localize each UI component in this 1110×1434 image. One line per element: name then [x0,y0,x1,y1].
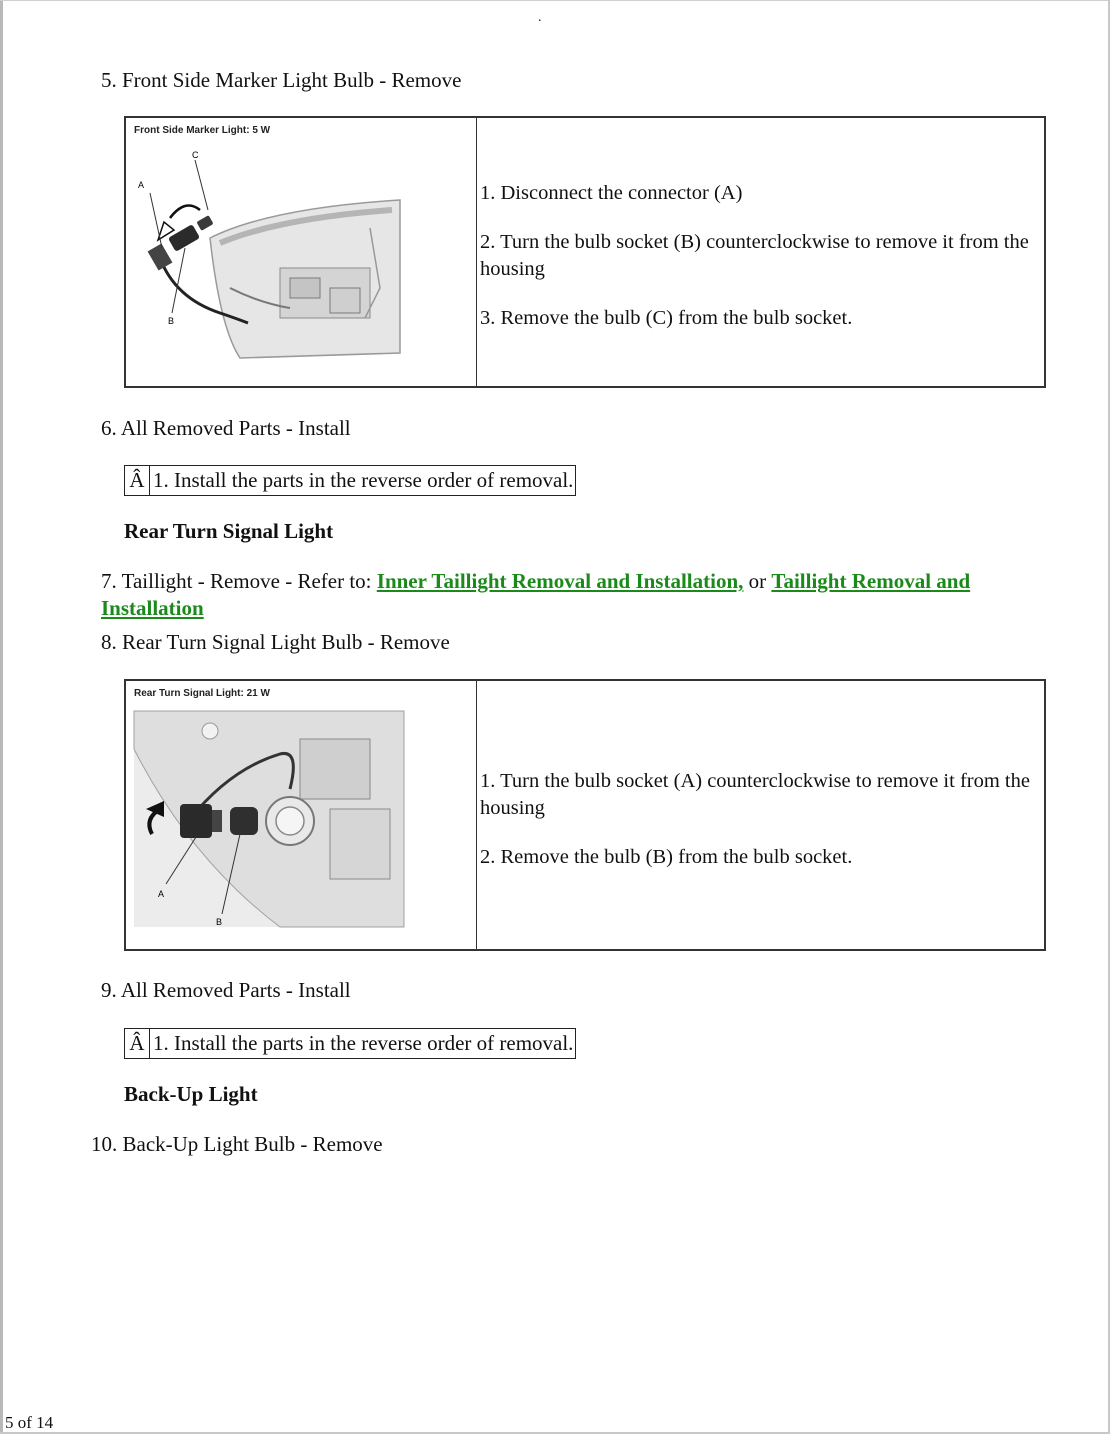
step-text: Front Side Marker Light Bulb - Remove [122,68,462,92]
step-number: 7. [101,569,117,593]
figure-cell [126,118,477,386]
step-text: All Removed Parts - Install [120,416,351,440]
section-heading-rear-turn-signal: Rear Turn Signal Light [124,519,334,543]
page-edge-top [0,0,1110,1]
callout-c: C [192,150,199,160]
note-text: 1. Install the parts in the reverse order of removal. [153,1031,574,1055]
section-heading-back-up-light: Back-Up Light [124,1082,258,1106]
instruction-3: 3. Remove the bulb (C) from the bulb socket. [480,307,853,329]
callout-a: A [138,180,145,190]
link-taillight-removal[interactable]: Taillight Removal and Installation [101,569,971,620]
step-9 [101,977,351,1004]
step-7 [101,568,1021,622]
install-note-1 [124,465,576,496]
note-mark: Â [125,1029,150,1058]
step-number: 5. [101,68,117,92]
instruction-2: 2. Remove the bulb (B) from the bulb socket. [480,846,853,868]
procedure-table-rear-turn-signal [124,679,1046,951]
instruction-1: 1. Turn the bulb socket (A) counterclockwise to remove it from the housing [480,770,1030,819]
step-8 [101,629,450,656]
figure-title: Front Side Marker Light: 5 W [134,125,271,136]
figure-cell [126,681,477,949]
instructions-cell [478,681,1044,949]
step-10 [91,1131,383,1158]
step-number: 6. [101,416,117,440]
procedure-table-front-side-marker [124,116,1046,388]
callout-b: B [216,917,223,927]
step-text: Back-Up Light Bulb - Remove [122,1132,383,1156]
step-text: Taillight - Remove - Refer to: [121,569,377,593]
instruction-2: 2. Turn the bulb socket (B) counterclockwise to remove it from the housing [480,231,1029,280]
step-5 [101,67,461,94]
note-mark: Â [125,466,150,495]
callout-b: B [168,316,175,326]
page-edge-left [0,0,3,1434]
step-number: 8. [101,630,117,654]
step-text: Rear Turn Signal Light Bulb - Remove [122,630,450,654]
step-6 [101,415,351,442]
instruction-1: 1. Disconnect the connector (A) [480,182,743,204]
rear-turn-signal-illustration [130,709,410,939]
figure-title: Rear Turn Signal Light: 21 W [134,688,270,699]
step-text: All Removed Parts - Install [120,978,351,1002]
instructions-cell [478,118,1044,386]
step-number: 10. [91,1132,118,1156]
page-number: 5 of 14 [5,1413,54,1432]
step-number: 9. [101,978,117,1002]
note-text: 1. Install the parts in the reverse order of removal. [153,468,574,492]
link-inner-taillight[interactable]: Inner Taillight Removal and Installation, [376,569,744,593]
step-text-or: or [743,569,772,593]
front-side-marker-illustration [130,148,430,378]
install-note-2 [124,1028,576,1059]
header-dot: . [538,10,542,25]
callout-a: A [158,889,165,899]
